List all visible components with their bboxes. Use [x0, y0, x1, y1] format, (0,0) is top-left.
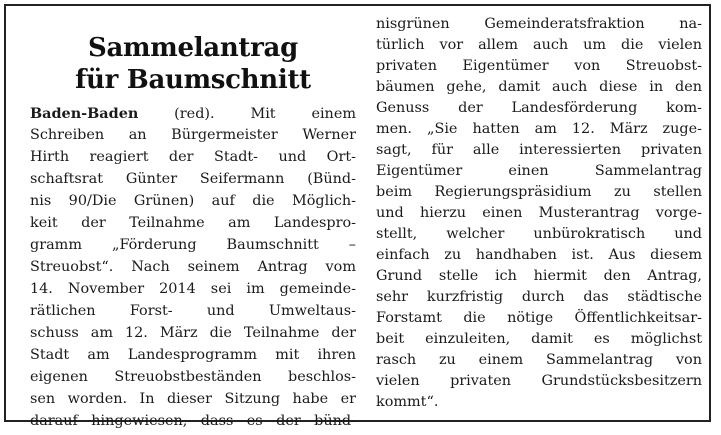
headline-line-2: für Baumschnitt [75, 65, 311, 95]
body-line: beim Regierungspräsidium zu stellen [376, 184, 702, 200]
body-line: keit der Teilnahme am Landespro- [30, 215, 356, 231]
body-line: einfach zu handhaben ist. Aus diesem [376, 247, 702, 263]
body-line: stellt, welcher unbürokratisch und [376, 226, 702, 242]
body-line: schuss am 12. März die Teilnahme der [30, 325, 356, 341]
body-line: Stadt am Landesprogramm mit ihren [30, 347, 356, 363]
body-line: vielen privaten Grundstücksbesitzern [376, 373, 702, 389]
body-line: Hirth reagiert der Stadt- und Ort- [30, 149, 356, 165]
body-line: nis 90/Die Grünen) auf die Möglich- [30, 193, 356, 209]
body-line: Grund stelle ich hiermit den Antrag, [376, 268, 702, 284]
body-line: eigenen Streuobstbeständen beschlos- [30, 369, 356, 385]
body-line: rasch zu einem Sammelantrag von [376, 352, 702, 368]
article-frame [4, 4, 711, 429]
body-line: darauf hingewiesen, dass es der bünd- [30, 413, 356, 429]
body-line: bäumen gehe, damit auch diese in den [376, 79, 702, 95]
body-line: Streuobst“. Nach seinem Antrag vom [30, 259, 356, 275]
body-line: privaten Eigentümer von Streuobst- [376, 58, 702, 74]
body-line [30, 103, 356, 124]
body-line: türlich vor allem auch um die vielen [376, 37, 702, 53]
body-line: nisgrünen Gemeinderatsfraktion na- [376, 16, 702, 32]
body-line: Schreiben an Bürgermeister Werner [30, 127, 356, 143]
body-line: sagt, für alle interessierten privaten [376, 142, 702, 158]
dateline: Baden-Baden [30, 105, 139, 122]
body-line: sen worden. In dieser Sitzung habe er [30, 391, 356, 407]
body-line: gramm „Förderung Baumschnitt – [30, 237, 356, 253]
body-line: men. „Sie hatten am 12. März zuge- [376, 121, 702, 137]
body-line: Forstamt die nötige Öffentlichkeitsar- [376, 310, 702, 326]
body-line: rätlichen Forst- und Umweltaus- [30, 303, 356, 319]
body-line: Eigentümer einen Sammelantrag [376, 163, 702, 179]
body-line-text: (red). Mit einem [138, 106, 356, 122]
body-line: schaftsrat Günter Seifermann (Bünd- [30, 171, 356, 187]
body-line: 14. November 2014 sei im gemeinde- [30, 281, 356, 297]
headline-line-1: Sammelantrag [88, 33, 298, 63]
body-line: beit einzuleiten, damit es möglichst [376, 331, 702, 347]
body-line: sehr kurzfristig durch das städtische [376, 289, 702, 305]
body-line: kommt“. [376, 394, 439, 410]
body-line: und hierzu einen Musterantrag vorge- [376, 205, 702, 221]
body-line: Genuss der Landesförderung kom- [376, 100, 702, 116]
